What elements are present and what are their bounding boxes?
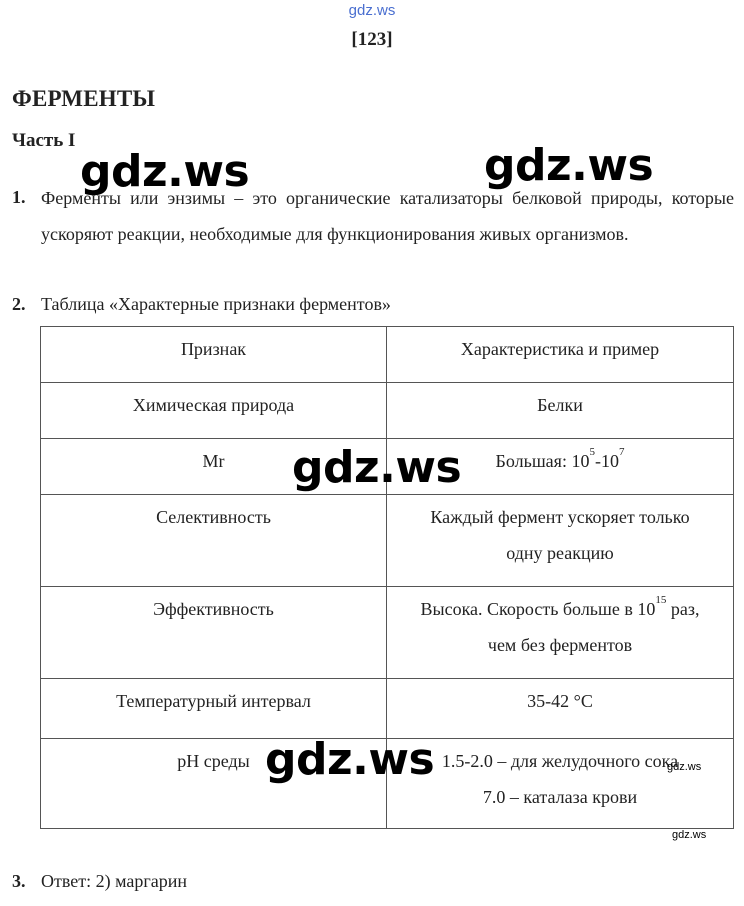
cell-value: 35-42 °С: [387, 679, 734, 739]
item-1-text: Ферменты или энзимы – это органические катализаторы белковой природы, которые ускоряют реакции, необходимые для функционирования живых организмов.: [41, 188, 734, 244]
value-text: раз,: [666, 599, 700, 619]
watermark-small: gdz.ws: [672, 829, 707, 841]
page-title: ФЕРМЕНТЫ: [12, 86, 156, 111]
header-cell-value: Характеристика и пример: [387, 327, 734, 383]
cell-sign: pH среды: [41, 739, 387, 829]
table-row: [41, 383, 734, 439]
table-row: [41, 587, 734, 679]
watermark-small: gdz.ws: [667, 761, 702, 773]
cell-value: [387, 495, 734, 587]
cell-sign: Температурный интервал: [41, 679, 387, 739]
table-header-row: [41, 327, 734, 383]
cell-value: [387, 587, 734, 679]
header-cell-sign: Признак: [41, 327, 387, 383]
section-heading: Часть I: [12, 130, 76, 151]
item-number-2: 2.: [12, 294, 26, 314]
table-row: [41, 679, 734, 739]
cell-value: Белки: [387, 383, 734, 439]
watermark-large: gdz.ws: [292, 442, 462, 493]
value-line-1: 1.5-2.0 – для желудочного сока: [441, 751, 679, 771]
value-text: -10: [594, 451, 619, 471]
cell-sign: Эффективность: [41, 587, 387, 679]
value-line-2: одну реакцию: [506, 543, 614, 563]
cell-sign: Селективность: [41, 495, 387, 587]
value-text: Высока. Скорость больше в 10: [420, 599, 656, 619]
value-line-1: Каждый фермент ускоряет только: [430, 507, 690, 527]
exponent: 5: [589, 446, 595, 458]
cell-value: [387, 739, 734, 829]
value-line-2: чем без ферментов: [487, 635, 633, 655]
exponent: 15: [655, 594, 667, 606]
value-line-2: 7.0 – каталаза крови: [482, 787, 638, 807]
watermark-large: gdz.ws: [80, 146, 250, 197]
item-number-1: 1.: [12, 187, 26, 207]
value-text: Большая: 10: [495, 451, 590, 471]
item-2-text: Таблица «Характерные признаки ферментов»: [41, 294, 391, 314]
watermark-top: gdz.ws: [348, 2, 396, 19]
item-3-text: Ответ: 2) маргарин: [41, 871, 188, 891]
item-number-3: 3.: [12, 871, 26, 891]
value-line-1: [393, 591, 727, 627]
cell-sign: Химическая природа: [41, 383, 387, 439]
watermark-large: gdz.ws: [265, 734, 435, 785]
page-number: [123]: [351, 29, 393, 50]
cell-sign: Mr: [41, 439, 387, 495]
exponent: 7: [618, 446, 625, 458]
watermark-large: gdz.ws: [484, 140, 654, 191]
table-row: [41, 495, 734, 587]
